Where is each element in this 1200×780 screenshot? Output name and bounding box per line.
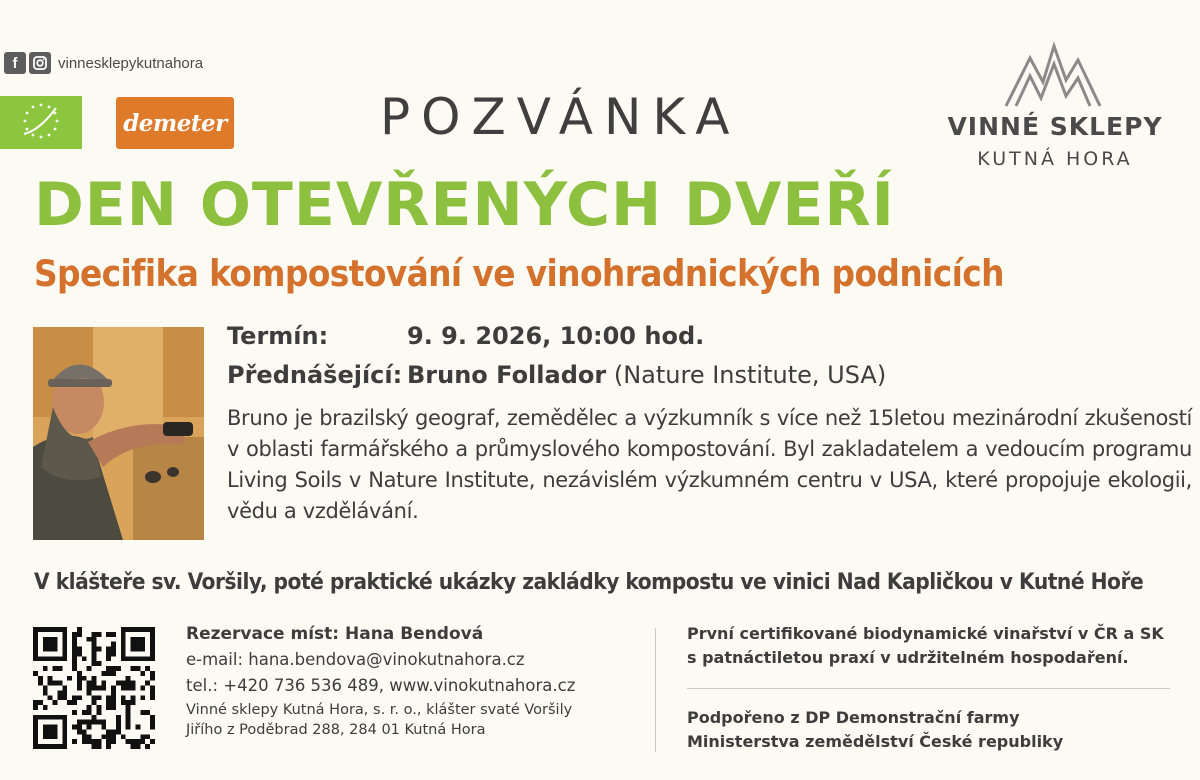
- speaker-bio: Bruno je brazilský geograf, zemědělec a výzkumník s více než 15letou mezinárodní zkušeností v oblasti farmářského a průmyslového kompostování. Byl zakladatelem a vedoucím programu Living Soils v Nature Institute, nezávislém výzkumném centru v USA, které propojuje ekologii, vědu a vzdělávání.: [227, 406, 1192, 523]
- support-line-1: Podpořeno z DP Demonstrační farmy: [687, 708, 1020, 727]
- speaker-photo: [33, 327, 204, 540]
- brand-subtitle: KUTNÁ HORA: [977, 148, 1133, 170]
- social-links: [4, 52, 203, 74]
- speaker-name: Bruno Follador: [407, 361, 607, 389]
- event-location: V klášteře sv. Voršily, poté praktické ukázky zakládky kompostu ve vinici Nad Kapličkou v Kutné Hoře: [34, 569, 1144, 595]
- certification-line-1: První certifikované biodynamické vinařství v ČR a SK: [687, 624, 1164, 643]
- facebook-icon[interactable]: f: [4, 52, 26, 74]
- date-label: Termín:: [227, 322, 329, 350]
- mountain-logo-icon: [1000, 40, 1106, 116]
- contact-email[interactable]: e-mail: hana.bendova@vinokutnahora.cz: [186, 650, 525, 669]
- social-handle[interactable]: vinnesklepykutnahora: [58, 54, 204, 72]
- contact-phone-web[interactable]: tel.: +420 736 536 489, www.vinokutnahora.cz: [186, 676, 576, 695]
- date-row: [227, 322, 704, 350]
- demeter-logo: demeter: [116, 97, 234, 149]
- qr-code[interactable]: [33, 627, 155, 749]
- brand-name: VINNÉ SKLEPY: [947, 112, 1163, 141]
- reservation-title: Rezervace míst: Hana Bendová: [186, 624, 484, 644]
- event-headline: DEN OTEVŘENÝCH DVEŘÍ: [34, 170, 895, 240]
- event-subheadline: Specifika kompostování ve vinohradnických podnicích: [34, 252, 1004, 295]
- certification-text: [687, 622, 1164, 670]
- page-title: POZVÁNKA: [380, 88, 741, 146]
- eu-organic-leaf-logo: [0, 96, 82, 149]
- company-name: Vinné sklepy Kutná Hora, s. r. o., klášter svaté Voršily: [186, 702, 573, 718]
- instagram-icon[interactable]: [29, 52, 51, 74]
- vertical-divider: [655, 628, 656, 752]
- date-value: 9. 9. 2026, 10:00 hod.: [407, 322, 705, 350]
- certification-line-2: s patnáctiletou praxí v udržitelném hospodaření.: [687, 648, 1129, 667]
- company-address: Jiřího z Poděbrad 288, 284 01 Kutná Hora: [186, 722, 486, 738]
- support-line-2: Ministerstva zemědělství České republiky: [687, 732, 1064, 751]
- speaker-row: [227, 361, 886, 389]
- horizontal-divider: [687, 688, 1170, 689]
- speaker-affiliation: (Nature Institute, USA): [606, 361, 887, 389]
- contact-block: [186, 624, 575, 742]
- support-text: [687, 706, 1063, 754]
- speaker-label: Přednášející:: [227, 361, 403, 389]
